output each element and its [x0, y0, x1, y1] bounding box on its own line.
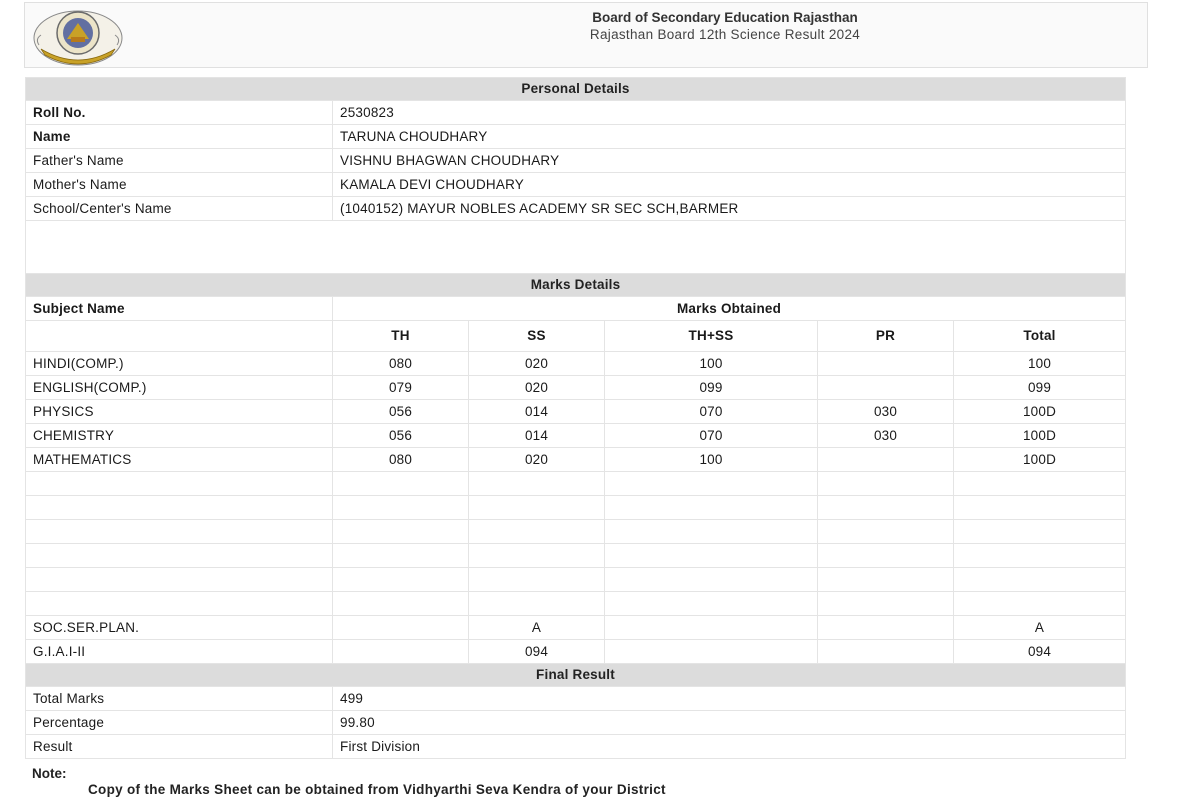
field-row-name [26, 125, 1126, 149]
field-label: Father's Name [26, 149, 333, 173]
empty-row [26, 544, 1126, 568]
th-cell: 080 [333, 448, 469, 472]
section-title: Final Result [26, 664, 1126, 687]
field-label: Roll No. [26, 101, 333, 125]
subject-name-header: Subject Name [26, 297, 333, 321]
field-value: VISHNU BHAGWAN CHOUDHARY [333, 149, 1126, 173]
pr-cell: 030 [818, 424, 954, 448]
note-text: Copy of the Marks Sheet can be obtained from Vidhyarthi Seva Kendra of your District [88, 782, 666, 797]
col-header-ss: SS [469, 321, 605, 352]
spacer-row [26, 221, 1126, 274]
total-cell: 100D [954, 448, 1126, 472]
personal-details-header [26, 78, 1126, 101]
th-cell: 056 [333, 424, 469, 448]
note-label: Note: [32, 766, 67, 781]
thss-cell: 099 [605, 376, 818, 400]
board-name: Board of Secondary Education Rajasthan [592, 10, 858, 25]
thss-cell [605, 640, 818, 664]
col-header-thss: TH+SS [605, 321, 818, 352]
marks-column-header-row [26, 321, 1126, 352]
empty-row [26, 472, 1126, 496]
empty-row [26, 520, 1126, 544]
marks-details-header [26, 274, 1126, 297]
table-row [26, 616, 1126, 640]
th-cell: 079 [333, 376, 469, 400]
empty-row [26, 592, 1126, 616]
table-row [26, 424, 1126, 448]
field-row-mother-name [26, 173, 1126, 197]
subject-cell: MATHEMATICS [26, 448, 333, 472]
marks-obtained-header: Marks Obtained [333, 297, 1126, 321]
section-title: Personal Details [26, 78, 1126, 101]
field-value: TARUNA CHOUDHARY [333, 125, 1126, 149]
field-label: Total Marks [26, 687, 333, 711]
field-row-result [26, 735, 1126, 759]
total-cell: A [954, 616, 1126, 640]
field-label: School/Center's Name [26, 197, 333, 221]
pr-cell [818, 616, 954, 640]
field-label: Mother's Name [26, 173, 333, 197]
field-row-father-name [26, 149, 1126, 173]
final-result-header [26, 664, 1126, 687]
empty-row [26, 568, 1126, 592]
total-cell: 094 [954, 640, 1126, 664]
thss-cell: 100 [605, 352, 818, 376]
ss-cell: A [469, 616, 605, 640]
marks-header-row [26, 297, 1126, 321]
subject-cell: G.I.A.I-II [26, 640, 333, 664]
ss-cell: 020 [469, 352, 605, 376]
th-cell: 080 [333, 352, 469, 376]
thss-cell [605, 616, 818, 640]
table-row [26, 448, 1126, 472]
col-header-total: Total [954, 321, 1126, 352]
ss-cell: 020 [469, 448, 605, 472]
result-header [24, 2, 1148, 68]
subject-cell: ENGLISH(COMP.) [26, 376, 333, 400]
pr-cell [818, 640, 954, 664]
thss-cell: 070 [605, 424, 818, 448]
subject-cell: PHYSICS [26, 400, 333, 424]
th-cell [333, 640, 469, 664]
field-value: First Division [333, 735, 1126, 759]
ss-cell: 014 [469, 424, 605, 448]
total-cell: 100D [954, 424, 1126, 448]
th-cell: 056 [333, 400, 469, 424]
field-label: Percentage [26, 711, 333, 735]
field-label: Result [26, 735, 333, 759]
field-value: 99.80 [333, 711, 1126, 735]
field-value: 2530823 [333, 101, 1126, 125]
marks-sheet-table [25, 77, 1126, 759]
total-cell: 100D [954, 400, 1126, 424]
field-row-percentage [26, 711, 1126, 735]
spacer-cell [26, 221, 1126, 274]
subject-cell: HINDI(COMP.) [26, 352, 333, 376]
thss-cell: 070 [605, 400, 818, 424]
field-row-total-marks [26, 687, 1126, 711]
ss-cell: 020 [469, 376, 605, 400]
section-title: Marks Details [26, 274, 1126, 297]
result-title: Rajasthan Board 12th Science Result 2024 [589, 27, 861, 42]
total-cell: 100 [954, 352, 1126, 376]
ss-cell: 094 [469, 640, 605, 664]
table-row [26, 376, 1126, 400]
th-cell [333, 616, 469, 640]
field-row-roll-no [26, 101, 1126, 125]
field-label: Name [26, 125, 333, 149]
pr-cell [818, 352, 954, 376]
ss-cell: 014 [469, 400, 605, 424]
field-row-school-name [26, 197, 1126, 221]
blank-cell [26, 321, 333, 352]
table-row [26, 400, 1126, 424]
total-cell: 099 [954, 376, 1126, 400]
board-logo-icon [31, 9, 125, 67]
pr-cell [818, 376, 954, 400]
field-value: 499 [333, 687, 1126, 711]
field-value: KAMALA DEVI CHOUDHARY [333, 173, 1126, 197]
col-header-th: TH [333, 321, 469, 352]
thss-cell: 100 [605, 448, 818, 472]
empty-row [26, 496, 1126, 520]
table-row [26, 640, 1126, 664]
pr-cell [818, 448, 954, 472]
field-value: (1040152) MAYUR NOBLES ACADEMY SR SEC SCH,BARMER [333, 197, 1126, 221]
pr-cell: 030 [818, 400, 954, 424]
col-header-pr: PR [818, 321, 954, 352]
header-text [445, 9, 1005, 43]
subject-cell: SOC.SER.PLAN. [26, 616, 333, 640]
table-row [26, 352, 1126, 376]
subject-cell: CHEMISTRY [26, 424, 333, 448]
